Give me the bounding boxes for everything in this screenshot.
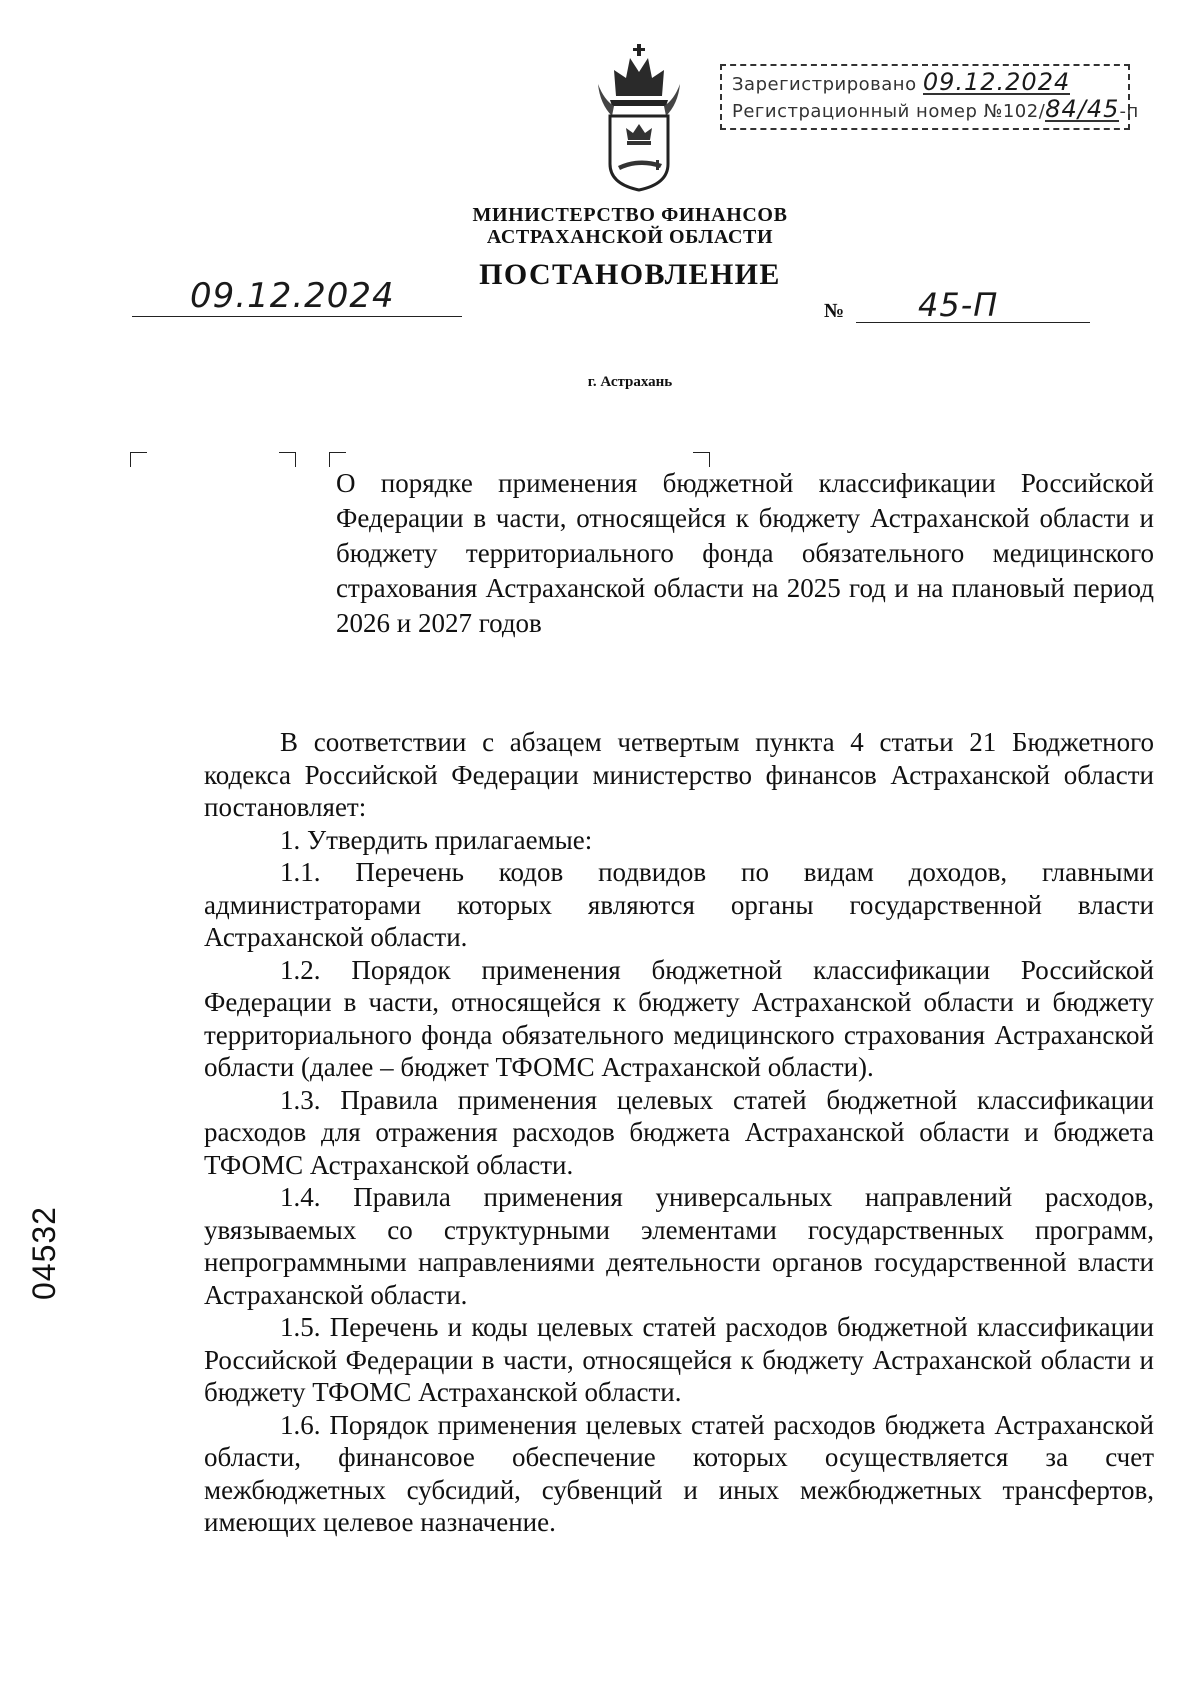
date-handwritten: 09.12.2024 (190, 276, 395, 316)
ministry-line-1: МИНИСТЕРСТВО ФИНАНСОВ (472, 204, 788, 226)
ministry-line-2: АСТРАХАНСКОЙ ОБЛАСТИ (486, 226, 774, 248)
document-subject: О порядке применения бюджетной классификации Российской Федерации в части, относящейся к бюджету Астраханской области и бюджету территориального фонда обязательного медицинского страхования Астраханской области на 2025 год и на плановый период 2026 и 2027 годов (336, 468, 1154, 638)
body-paragraph-intro: В соответствии с абзацем четвертым пункта 4 статьи 21 Бюджетного кодекса Российской Федерации министерство финансов Астраханской области постановляет: (204, 727, 1154, 822)
body-paragraph-item-1-2: 1.2. Порядок применения бюджетной классификации Российской Федерации в части, относящейся к бюджету Астраханской области и бюджету территориального фонда обязательного медицинского страхования Астраханской области (далее – бюджет ТФОМС Астраханской области). (204, 954, 1154, 1082)
body-paragraph-item-1-4: 1.4. Правила применения универсальных направлений расходов, увязываемых со структурными элементами государственных программ, непрограммными направлениями деятельности органов государственной власти Астраханской области. (204, 1182, 1154, 1310)
number-sign: № (824, 300, 845, 322)
corner-bracket-left-open (130, 452, 147, 467)
reg-number-suffix: -п (1119, 101, 1139, 122)
date-underline (132, 316, 462, 317)
body-paragraph-item-1-1: 1.1. Перечень кодов подвидов по видам доходов, главными администраторами которых являются органы государственной власти Астраханской области. (204, 857, 1154, 952)
body-paragraph-item-1: 1. Утвердить прилагаемые: (280, 824, 593, 855)
body-paragraph-item-1-3: 1.3. Правила применения целевых статей бюджетной классификации расходов для отражения расходов бюджета Астраханской области и бюджета ТФОМС Астраханской области. (204, 1084, 1154, 1180)
ministry-name (380, 204, 880, 248)
coat-of-arms-emblem (596, 44, 682, 192)
registered-date-handwritten: 09.12.2024 (922, 68, 1071, 96)
number-underline (856, 322, 1090, 323)
corner-bracket-subject-close (693, 452, 710, 467)
body-paragraph-item-1-6: 1.6. Порядок применения целевых статей расходов бюджета Астраханской области, финансовое обеспечение которых осуществляется за счет межбюджетных субсидий, субвенций и иных межбюджетных трансфертов, имеющих целевое назначение. (204, 1409, 1154, 1537)
registered-label: Зарегистрировано (732, 74, 917, 95)
body-paragraph-item-1-5: 1.5. Перечень и коды целевых статей расходов бюджетной классификации Российской Федерации в части, относящейся к бюджету Астраханской области и бюджету ТФОМС Астраханской области. (204, 1312, 1154, 1407)
corner-bracket-left-close (279, 452, 296, 467)
registration-stamp (720, 64, 1139, 130)
reg-number-label: Регистрационный номер №102/ (732, 101, 1046, 122)
corner-bracket-subject-open (329, 452, 346, 467)
number-handwritten: 45-П (918, 286, 999, 324)
document-body (204, 726, 1154, 1539)
reg-number-handwritten: 84/45 (1045, 95, 1120, 123)
city-name: г. Астрахань (587, 374, 673, 390)
document-type: ПОСТАНОВЛЕНИЕ (479, 258, 781, 291)
archive-number: 04532 (26, 1206, 62, 1300)
